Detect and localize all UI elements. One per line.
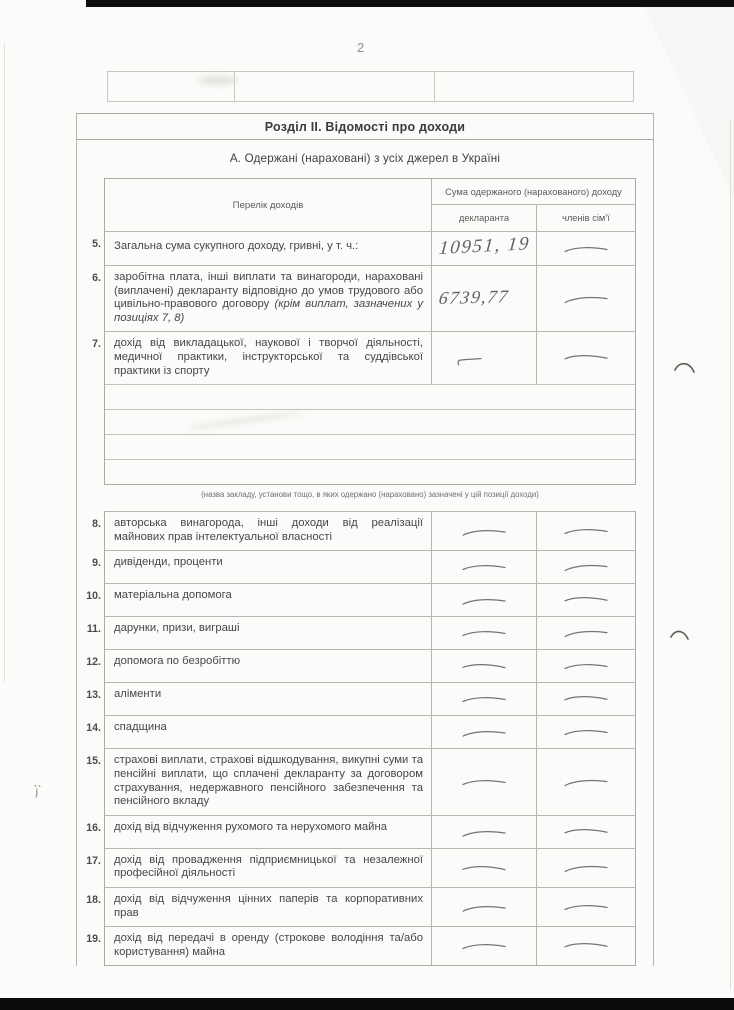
handwritten-dash-cell [431, 716, 536, 748]
handwritten-dash-cell [536, 927, 635, 965]
row-number: 7. [92, 338, 101, 351]
handwritten-dash-cell [536, 683, 635, 715]
handwritten-tick-cell [431, 332, 536, 384]
scan-bottom-black-bar [0, 998, 734, 1010]
row-label: дохід від відчуження рухомого та нерухомого майна [114, 820, 387, 833]
handwritten-dash-cell [536, 332, 635, 384]
row-label: допомога по безробіттю [114, 655, 241, 668]
rows-8-19 [86, 511, 635, 965]
handwritten-dash [461, 826, 507, 839]
institution-name-row [105, 459, 635, 484]
income-row [86, 583, 635, 616]
handwritten-dash [461, 727, 507, 740]
row-number: 9. [92, 557, 101, 570]
top-empty-table [107, 71, 634, 102]
section-title: Розділ II. Відомості про доходи [77, 113, 653, 140]
row-number: 15. [86, 755, 101, 768]
handwritten-dash [563, 824, 609, 838]
row-label: дивіденди, проценти [114, 556, 223, 569]
handwritten-dash [461, 526, 507, 539]
handwritten-dash [563, 292, 609, 306]
institution-name-row [105, 384, 635, 409]
scan-hook-mark [674, 360, 698, 381]
handwritten-dash-cell [431, 584, 536, 616]
handwritten-dash-cell [431, 512, 536, 550]
handwritten-amount: 6739,77 [437, 286, 511, 309]
handwritten-dash-cell [536, 849, 635, 887]
row-number: 14. [86, 722, 101, 735]
handwritten-dash [461, 861, 508, 875]
scan-smudge [198, 76, 238, 85]
income-row [92, 331, 635, 384]
handwritten-amount: 10951, 19 [438, 232, 531, 259]
row-number: 5. [92, 238, 101, 250]
row-label: заробітна плата, інші виплати та винагороди, нараховані (виплачені) декларанту відповідно до умов трудового або цивільно-правового договору (крім виплат, зазначених у позиціях 7, 8) [114, 271, 423, 324]
handwritten-tick [454, 351, 484, 368]
row-number: 10. [86, 590, 101, 603]
handwritten-dash [461, 595, 507, 608]
income-row [92, 511, 635, 550]
handwritten-dash-cell [431, 650, 536, 682]
handwritten-dash-cell [536, 266, 635, 331]
handwritten-dash-cell [536, 512, 635, 550]
header-list-of-incomes: Перелік доходів [232, 199, 304, 211]
income-table-rows-8-19 [86, 511, 636, 966]
income-row [86, 887, 635, 926]
handwritten-dash-cell [536, 888, 635, 926]
empty-cell [108, 72, 235, 101]
scan-right-edge-line [730, 120, 731, 990]
handwritten-dash-cell [536, 650, 635, 682]
handwritten-dash-cell [431, 927, 536, 965]
row-label: дохід від відчуження цінних паперів та корпоративних прав [114, 892, 423, 919]
row-number: 12. [86, 656, 101, 669]
handwritten-amount-cell [431, 232, 536, 265]
row-number: 18. [86, 893, 101, 906]
row-label: страхові виплати, страхові відшкодування, викупні суми та пенсійні виплати, що сплачені декларанту за договором страхування, недержавного пенсійного забезпечення та пенсійного вкладу [114, 754, 423, 808]
handwritten-dash-cell [431, 849, 536, 887]
row-number: 13. [86, 689, 101, 702]
handwritten-dash [563, 938, 609, 952]
scan-top-black-bar [86, 0, 734, 7]
handwritten-dash [563, 560, 609, 574]
row-number: 8. [92, 518, 101, 531]
income-row [86, 616, 635, 649]
row-number: 6. [92, 272, 101, 284]
handwritten-dash [563, 726, 609, 738]
handwritten-dash-cell [536, 584, 635, 616]
handwritten-dash [563, 350, 609, 364]
header-declarant: декларанта [431, 205, 536, 231]
institution-caption: (назва закладу, установи тощо, в яких одержано (нараховано) зазначені у цій позиції доходи) [201, 490, 539, 500]
row-number: 16. [86, 821, 101, 834]
handwritten-dash-cell [536, 232, 635, 265]
handwritten-dash [563, 775, 609, 789]
handwritten-dash-cell [431, 551, 536, 583]
handwritten-dash-cell [431, 683, 536, 715]
row-label: Загальна сума сукупного доходу, гривні, у т. ч.: [114, 239, 359, 252]
handwritten-dash [461, 693, 507, 705]
handwritten-dash [563, 861, 609, 875]
handwritten-dash [461, 659, 508, 673]
income-table-main [92, 178, 636, 485]
row-label: дохід від передачі в оренду (строкове володіння та/або користування) майна [114, 932, 423, 958]
handwritten-dash [461, 561, 507, 573]
handwritten-dash-cell [431, 888, 536, 926]
row-label: матеріальна допомога [114, 589, 232, 602]
handwritten-dash [563, 626, 609, 640]
income-row [86, 682, 635, 715]
handwritten-dash [563, 593, 609, 607]
row-label: авторська винагорода, інші доходи від реалізації майнових прав інтелектуальної власності [114, 517, 423, 543]
row-label: дохід від викладацької, наукової і творчої діяльності, медичної практики, інструкторської та суддівської практики із спорту [114, 337, 423, 377]
handwritten-dash [563, 660, 609, 672]
handwritten-dash [461, 776, 507, 788]
section-subtitle: А. Одержані (нараховані) з усіх джерел в Україні [229, 152, 501, 165]
income-row [92, 550, 635, 583]
row-number: 19. [86, 933, 101, 946]
handwritten-amount-cell [431, 266, 536, 331]
institution-name-row [105, 409, 635, 434]
handwritten-dash [461, 940, 507, 952]
institution-name-row [105, 434, 635, 459]
income-row [92, 265, 635, 331]
row-label: дарунки, призи, виграші [114, 622, 240, 635]
scan-hook-mark [670, 628, 692, 648]
income-row [86, 815, 635, 848]
income-row [86, 715, 635, 748]
scan-left-edge-line [4, 42, 5, 682]
handwritten-dash-cell [431, 816, 536, 848]
handwritten-dash-cell [431, 617, 536, 649]
scan-pen-mark [31, 784, 43, 805]
handwritten-dash-cell [536, 551, 635, 583]
row-label: дохід від провадження підприємницької та незалежної професійної діяльності [114, 853, 423, 880]
income-row [86, 649, 635, 682]
row-label: спадщина [114, 721, 167, 734]
handwritten-dash [563, 901, 609, 913]
row-number: 11. [86, 623, 101, 636]
header-family-members: членів сім’ї [536, 205, 635, 231]
income-row [86, 926, 635, 965]
empty-cell [435, 72, 633, 101]
institution-name-rows [105, 384, 635, 484]
row-label-italic: (крім виплат, зазначених у позиціях 7, 8) [114, 298, 423, 324]
income-row [86, 748, 635, 814]
section-income [76, 113, 654, 966]
handwritten-dash [563, 525, 609, 537]
handwritten-dash [461, 901, 507, 914]
header-sum-received: Сума одержаного (нарахованого) доходу [431, 179, 635, 205]
handwritten-dash-cell [536, 816, 635, 848]
handwritten-dash-cell [536, 617, 635, 649]
income-row [86, 848, 635, 887]
handwritten-dash [563, 692, 609, 706]
handwritten-dash-cell [431, 749, 536, 814]
row-number: 17. [86, 854, 101, 867]
handwritten-dash-cell [536, 749, 635, 814]
table-header [105, 179, 635, 231]
page-number: 2 [357, 40, 366, 55]
row-label: аліменти [114, 688, 162, 701]
handwritten-dash-cell [536, 716, 635, 748]
income-row [92, 231, 635, 265]
handwritten-dash [461, 627, 507, 639]
empty-cell [235, 72, 435, 101]
rows-5-7 [92, 231, 635, 384]
handwritten-dash [563, 243, 609, 255]
